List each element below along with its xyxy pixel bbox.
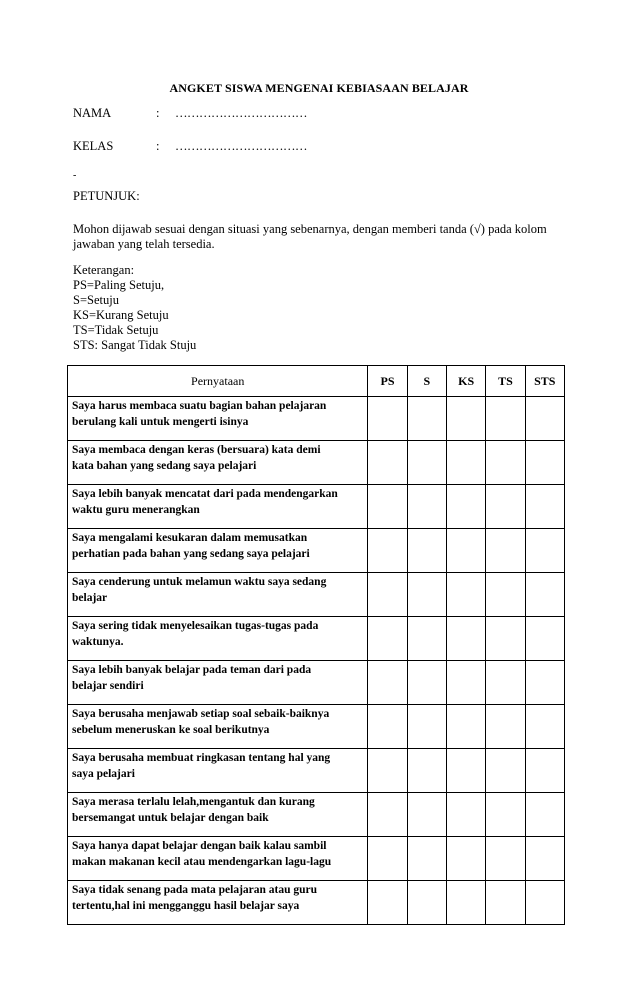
statement-line: Saya lebih banyak mencatat dari pada mendengarkan bbox=[72, 488, 338, 500]
answer-cell-ps[interactable] bbox=[368, 441, 407, 485]
answer-cell-s[interactable] bbox=[407, 793, 446, 837]
statement-line: belajar sendiri bbox=[72, 679, 144, 692]
class-colon: : bbox=[156, 139, 160, 153]
answer-cell-s[interactable] bbox=[407, 573, 446, 617]
statement-cell bbox=[68, 529, 368, 573]
answer-cell-ts[interactable] bbox=[486, 837, 525, 881]
answer-cell-ks[interactable] bbox=[447, 573, 486, 617]
name-colon: : bbox=[156, 106, 160, 120]
answer-cell-ps[interactable] bbox=[368, 749, 407, 793]
table-row bbox=[68, 705, 565, 749]
table-row bbox=[68, 793, 565, 837]
answer-cell-sts[interactable] bbox=[525, 441, 564, 485]
answer-cell-ps[interactable] bbox=[368, 661, 407, 705]
statement-line: perhatian pada bahan yang sedang saya pelajari bbox=[72, 547, 310, 560]
statement-cell bbox=[68, 441, 368, 485]
petunjuk-heading: PETUNJUK: bbox=[73, 189, 140, 203]
answer-cell-s[interactable] bbox=[407, 529, 446, 573]
header-ps: PS bbox=[368, 366, 407, 397]
answer-cell-ts[interactable] bbox=[486, 793, 525, 837]
answer-cell-s[interactable] bbox=[407, 661, 446, 705]
statement-cell bbox=[68, 397, 368, 441]
petunjuk-text-line-2: jawaban yang telah tersedia. bbox=[73, 237, 215, 251]
statement-cell bbox=[68, 485, 368, 529]
statement-line: makan makanan kecil atau mendengarkan lagu-lagu bbox=[72, 855, 332, 868]
keterangan-item: KS=Kurang Setuju bbox=[73, 308, 169, 322]
answer-cell-s[interactable] bbox=[407, 749, 446, 793]
header-ks: KS bbox=[447, 366, 486, 397]
statement-line: Saya membaca dengan keras (bersuara) kata demi bbox=[72, 444, 321, 456]
statement-line: Saya cenderung untuk melamun waktu saya sedang bbox=[72, 576, 327, 588]
answer-cell-ks[interactable] bbox=[447, 397, 486, 441]
answer-cell-ps[interactable] bbox=[368, 397, 407, 441]
statement-cell bbox=[68, 573, 368, 617]
statement-cell bbox=[68, 661, 368, 705]
answer-cell-sts[interactable] bbox=[525, 397, 564, 441]
statement-cell bbox=[68, 837, 368, 881]
statement-line: Saya berusaha membuat ringkasan tentang hal yang bbox=[72, 752, 331, 764]
statement-cell bbox=[68, 749, 368, 793]
table-row bbox=[68, 661, 565, 705]
keterangan-item: PS=Paling Setuju, bbox=[73, 278, 165, 292]
table-row bbox=[68, 881, 565, 925]
answer-cell-ps[interactable] bbox=[368, 793, 407, 837]
answer-cell-sts[interactable] bbox=[525, 837, 564, 881]
statement-cell bbox=[68, 881, 368, 925]
answer-cell-ks[interactable] bbox=[447, 837, 486, 881]
statement-cell bbox=[68, 705, 368, 749]
statement-line: bersemangat untuk belajar dengan baik bbox=[72, 811, 269, 824]
stray-mark: - bbox=[73, 170, 77, 181]
answer-cell-s[interactable] bbox=[407, 485, 446, 529]
answer-cell-ks[interactable] bbox=[447, 617, 486, 661]
answer-cell-sts[interactable] bbox=[525, 529, 564, 573]
answer-cell-sts[interactable] bbox=[525, 793, 564, 837]
header-s: S bbox=[407, 366, 446, 397]
answer-cell-ts[interactable] bbox=[486, 749, 525, 793]
answer-cell-sts[interactable] bbox=[525, 573, 564, 617]
statement-line: Saya hanya dapat belajar dengan baik kalau sambil bbox=[72, 840, 327, 852]
statement-line: berulang kali untuk mengerti isinya bbox=[72, 415, 249, 428]
statement-line: Saya mengalami kesukaran dalam memusatkan bbox=[72, 532, 308, 544]
table-row bbox=[68, 749, 565, 793]
answer-cell-ks[interactable] bbox=[447, 749, 486, 793]
keterangan-block bbox=[73, 263, 573, 353]
statement-line: waktunya. bbox=[72, 635, 124, 648]
table-row bbox=[68, 573, 565, 617]
answer-cell-s[interactable] bbox=[407, 441, 446, 485]
statement-line: waktu guru menerangkan bbox=[72, 503, 200, 516]
answer-cell-s[interactable] bbox=[407, 617, 446, 661]
answer-cell-s[interactable] bbox=[407, 837, 446, 881]
statement-cell bbox=[68, 617, 368, 661]
answer-cell-ts[interactable] bbox=[486, 617, 525, 661]
table-row bbox=[68, 529, 565, 573]
answer-cell-ps[interactable] bbox=[368, 705, 407, 749]
table-header-row bbox=[68, 366, 565, 397]
answer-cell-ts[interactable] bbox=[486, 881, 525, 925]
statement-line: Saya lebih banyak belajar pada teman dari pada bbox=[72, 664, 312, 676]
statement-line: Saya harus membaca suatu bagian bahan pelajaran bbox=[72, 400, 327, 412]
answer-cell-ps[interactable] bbox=[368, 837, 407, 881]
answer-cell-ts[interactable] bbox=[486, 661, 525, 705]
table-row bbox=[68, 485, 565, 529]
answer-cell-ts[interactable] bbox=[486, 529, 525, 573]
answer-cell-ks[interactable] bbox=[447, 441, 486, 485]
statement-line: saya pelajari bbox=[72, 767, 135, 780]
answer-cell-ks[interactable] bbox=[447, 793, 486, 837]
statement-line: Saya berusaha menjawab setiap soal sebaik-baiknya bbox=[72, 708, 330, 720]
answer-cell-ks[interactable] bbox=[447, 881, 486, 925]
table-row bbox=[68, 441, 565, 485]
answer-cell-sts[interactable] bbox=[525, 881, 564, 925]
answer-cell-ts[interactable] bbox=[486, 485, 525, 529]
answer-cell-ks[interactable] bbox=[447, 705, 486, 749]
statement-line: sebelum meneruskan ke soal berikutnya bbox=[72, 723, 270, 736]
answer-cell-ts[interactable] bbox=[486, 397, 525, 441]
answer-cell-ks[interactable] bbox=[447, 529, 486, 573]
keterangan-item: S=Setuju bbox=[73, 293, 119, 307]
document-title: ANGKET SISWA MENGENAI KEBIASAAN BELAJAR bbox=[169, 81, 469, 95]
table-row bbox=[68, 397, 565, 441]
petunjuk-text-line-1: Mohon dijawab sesuai dengan situasi yang sebenarnya, dengan memberi tanda (√) pada kolom bbox=[73, 222, 547, 236]
statement-cell bbox=[68, 793, 368, 837]
answer-cell-sts[interactable] bbox=[525, 705, 564, 749]
answer-cell-sts[interactable] bbox=[525, 617, 564, 661]
answer-cell-ps[interactable] bbox=[368, 485, 407, 529]
statement-line: Saya tidak senang pada mata pelajaran atau guru bbox=[72, 884, 318, 896]
answer-cell-ps[interactable] bbox=[368, 881, 407, 925]
statement-line: Saya sering tidak menyelesaikan tugas-tugas pada bbox=[72, 620, 319, 632]
name-label: NAMA bbox=[73, 106, 112, 120]
answer-cell-ks[interactable] bbox=[447, 485, 486, 529]
statement-line: Saya merasa terlalu lelah,mengantuk dan kurang bbox=[72, 796, 315, 808]
statement-line: tertentu,hal ini mengganggu hasil belajar saya bbox=[72, 899, 300, 912]
keterangan-item: TS=Tidak Setuju bbox=[73, 323, 159, 337]
answer-cell-ps[interactable] bbox=[368, 617, 407, 661]
answer-cell-ts[interactable] bbox=[486, 573, 525, 617]
answer-cell-ts[interactable] bbox=[486, 705, 525, 749]
header-ts: TS bbox=[486, 366, 525, 397]
class-label: KELAS bbox=[73, 139, 114, 153]
petunjuk-text bbox=[73, 222, 593, 252]
answer-cell-sts[interactable] bbox=[525, 661, 564, 705]
answer-cell-s[interactable] bbox=[407, 397, 446, 441]
answer-cell-ps[interactable] bbox=[368, 529, 407, 573]
answer-cell-s[interactable] bbox=[407, 705, 446, 749]
questionnaire-table bbox=[67, 365, 565, 925]
keterangan-heading: Keterangan: bbox=[73, 263, 135, 277]
table-row bbox=[68, 837, 565, 881]
header-pernyataan: Pernyataan bbox=[68, 366, 368, 397]
name-blank[interactable]: …………………………… bbox=[175, 106, 307, 120]
statement-line: belajar bbox=[72, 591, 108, 604]
answer-cell-sts[interactable] bbox=[525, 485, 564, 529]
answer-cell-ps[interactable] bbox=[368, 573, 407, 617]
class-blank[interactable]: …………………………… bbox=[175, 139, 307, 153]
header-sts: STS bbox=[525, 366, 564, 397]
answer-cell-ts[interactable] bbox=[486, 441, 525, 485]
answer-cell-s[interactable] bbox=[407, 881, 446, 925]
answer-cell-sts[interactable] bbox=[525, 749, 564, 793]
statement-line: kata bahan yang sedang saya pelajari bbox=[72, 459, 257, 472]
keterangan-item: STS: Sangat Tidak Stuju bbox=[73, 338, 197, 352]
answer-cell-ks[interactable] bbox=[447, 661, 486, 705]
table-row bbox=[68, 617, 565, 661]
